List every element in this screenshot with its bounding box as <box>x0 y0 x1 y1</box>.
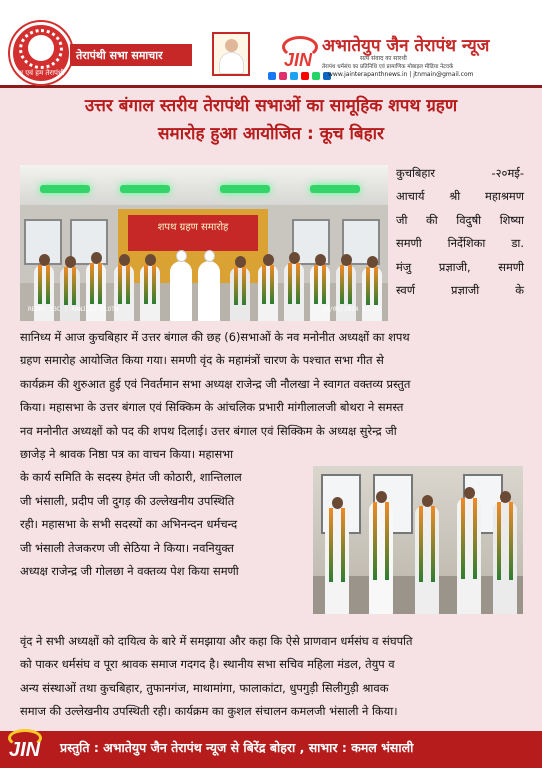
article-line: नव मनोनीत अध्यक्षों को पद की शपथ दिलाई। उत्तर बंगाल एवं सिक्किम के अध्यक्ष सुरेन्द्र जी <box>20 423 397 438</box>
headline-line-2: समारोह हुआ आयोजित : कूच बिहार <box>158 124 384 144</box>
article-body-top <box>20 326 524 443</box>
instagram-icon[interactable] <box>279 72 287 80</box>
contact-info[interactable]: www.jainterapanthnews.in | jtnmain@gmail.com <box>328 71 474 78</box>
article-line: को पाकर धर्मसंघ व पूरा श्रावक समाज गदगद है। स्थानीय सभा सचिव महिला मंडल, तेयुप व <box>20 657 395 672</box>
article-line: रही। महासभा के सभी सदस्यों का अभिनन्दन धर्मचन्द <box>20 517 238 532</box>
sabha-news-label: तेरापंथी सभा समाचार <box>70 44 192 66</box>
social-icons <box>268 72 331 80</box>
article-line: अध्यक्ष राजेन्द्र जी गोलछा ने वक्तव्य पेश किया समणी <box>20 564 239 579</box>
acharya-portrait <box>212 32 250 76</box>
article-line: जी भंसाली, प्रदीप जी दुगड़ की उल्लेखनीय उपस्थिति <box>20 493 235 508</box>
logo-tagline: अ एवं हम तेरापंथी <box>17 69 65 77</box>
jin-logo: JIN <box>282 36 320 72</box>
article-right-column <box>396 162 524 302</box>
headline <box>0 92 542 148</box>
twitter-icon[interactable] <box>290 72 298 80</box>
article-line: जी भंसाली तेजकरण जी सेठिया ने किया। नवनियुक्त <box>20 540 234 555</box>
footer-credit: प्रस्तुति : अभातेयुप जैन तेरापंथ न्यूज से बिरेंद्र बोहरा , साभार : कमल भंसाली <box>60 740 414 755</box>
brand-title: अभातेयुप जैन तेरापंथ न्यूज <box>322 36 490 56</box>
article-line: सानिध्य में आज कुचबिहार में उत्तर बंगाल की छह (6)सभाओं के नव मनोनीत अध्यक्षों का शपथ <box>20 330 410 344</box>
article-line: मंजु प्रज्ञाजी, समणी <box>396 259 524 274</box>
article-line: कुचबिहार -२०मई- <box>396 166 524 180</box>
article-line: छाजेड़ ने श्रावक निष्ठा पत्र का वाचन किया। महासभा <box>20 447 234 461</box>
article-line: जी की विदुषी शिष्या <box>396 212 524 227</box>
article-line: अन्य संस्थाओं तथा कुचबिहार, तुफानगंज, माथामांगा, फालाकांटा, धुपगुड़ी सिलीगुड़ी श्रावक <box>20 680 389 695</box>
brand-description: तेरापंथ धर्मसंघ का प्रतिनिधि एवं प्रामाणिक मोबाइल मीडिया नेटवर्क <box>322 64 454 70</box>
brand-subtitle: सत्य संवाद का सारथी <box>360 55 407 62</box>
article-left-column <box>20 443 308 583</box>
article-line: ग्रहण समारोह आयोजित किया गया। समणी वृंद के महामंत्रों चारण के पश्चात सभा गीत से <box>20 353 384 368</box>
article-line: समाज की उल्लेखनीय उपस्थिती रही। कार्यक्रम का कुशल संचालन कमलजी भंसाली ने किया। <box>20 704 398 719</box>
youtube-icon[interactable] <box>301 72 309 80</box>
article-line: समणी निर्देशिका डा. <box>396 236 524 251</box>
article-body-bottom <box>20 630 524 724</box>
article-line: कार्यक्रम की शुरुआत हुई एवं निवर्तमान सभा अध्यक्ष राजेन्द्र जी नौलखा ने स्वागत वक्तव्य प्रस्तुत <box>20 376 411 391</box>
footer-jin-logo: JIN <box>4 729 48 768</box>
ceremony-photo <box>20 165 388 321</box>
oath-photo <box>313 466 523 614</box>
headline-line-1: उत्तर बंगाल स्तरीय तेरापंथी सभाओं का सामूहिक शपथ ग्रहण <box>84 96 458 116</box>
photo-timestamp: 20/05/2024 13:51 <box>322 306 380 313</box>
sun-icon <box>28 35 54 61</box>
article-line: आचार्य श्री महाश्रमण <box>396 189 524 204</box>
article-line: के कार्य समिति के सदस्य हेमंत जी कोठारी, शान्तिलाल <box>20 470 242 485</box>
stage-banner: शपथ ग्रहण समारोह <box>128 215 258 251</box>
article-line: किया। महासभा के उत्तर बंगाल एवं सिक्किम के आंचलिक प्रभारी मांगीलालजी बोथरा ने समस्त <box>20 400 404 415</box>
article-line: स्वर्ण प्रज्ञाजी के <box>396 283 524 298</box>
facebook-icon[interactable] <box>268 72 276 80</box>
camera-watermark: REDMI 13C | RANJEET CLOTH <box>28 306 119 313</box>
article-line: वृंद ने सभी अध्यक्षों को दायित्व के बारे में समझाया और कहा कि ऐसे प्राणवान धर्मसंघ व संघपति <box>20 634 413 648</box>
terapanth-sabha-logo <box>10 22 72 84</box>
page-header <box>0 0 542 88</box>
whatsapp-icon[interactable] <box>312 72 320 80</box>
